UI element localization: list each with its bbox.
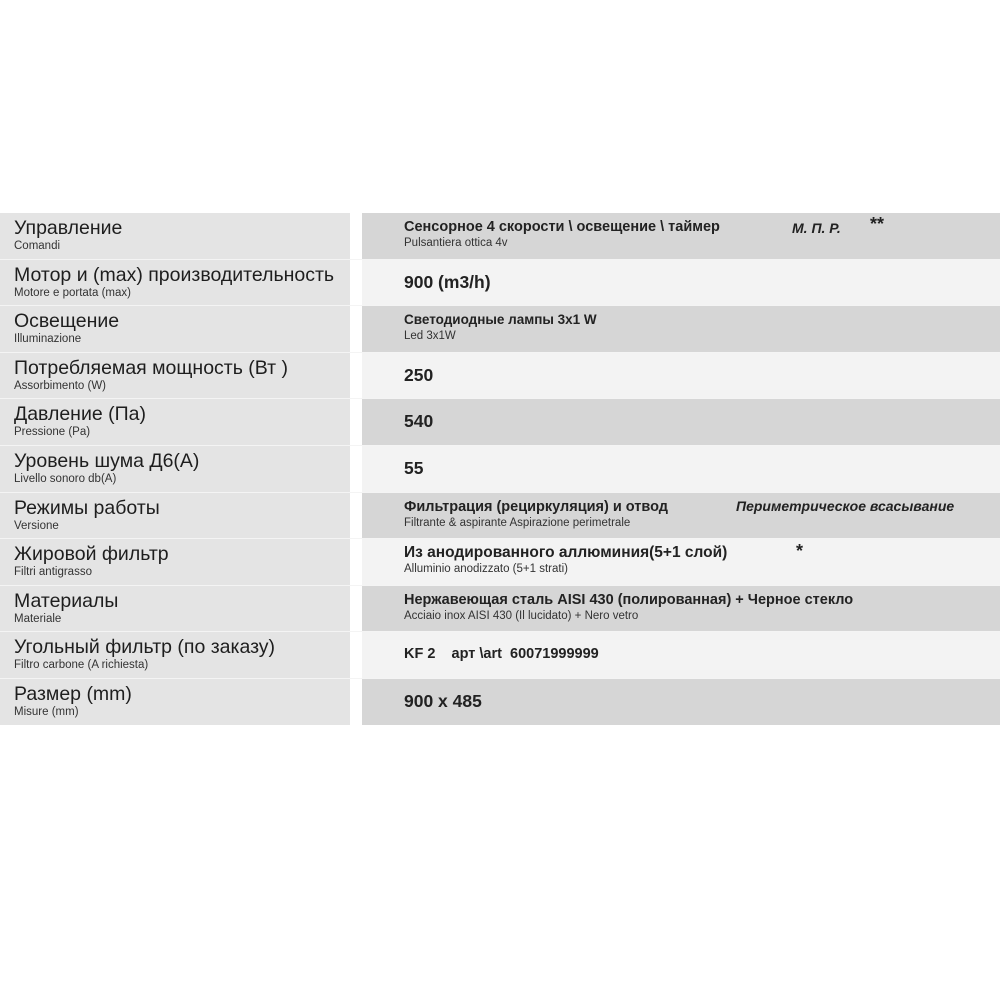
label-it: Filtro carbone (A richiesta): [14, 659, 149, 672]
spec-row-grease-filter: [0, 539, 1000, 586]
value-cell: [362, 679, 1000, 725]
value-cell: [362, 306, 1000, 352]
value-sub: Filtrante & aspirante Aspirazione perimetrale: [404, 516, 631, 529]
value-cell: [362, 353, 1000, 399]
label-cell: [0, 399, 350, 445]
label-ru: Давление (Па): [14, 403, 146, 426]
label-cell: [0, 632, 350, 678]
label-cell: [0, 493, 350, 539]
label-ru: Материалы: [14, 589, 119, 612]
value-asterisk: **: [870, 214, 885, 234]
value-main: Нержавеющая сталь AISI 430 (полированная) + Черное стекло: [404, 591, 854, 608]
value-main: Светодиодные лампы 3x1 W: [404, 312, 597, 328]
label-ru: Жировой фильтр: [14, 543, 169, 566]
spec-row-noise: [0, 446, 1000, 493]
spec-row-materials: [0, 586, 1000, 633]
label-cell: [0, 213, 350, 259]
spec-row-carbon-filter: [0, 632, 1000, 679]
value-extra: М. П. Р.: [792, 220, 841, 236]
value-sub: Acciaio inox AISI 430 (Il lucidato) + Nero vetro: [404, 609, 639, 622]
label-ru: Управление: [14, 217, 123, 239]
value-main: Сенсорное 4 скорости \ освещение \ таймер: [404, 219, 720, 235]
value-cell: [362, 493, 1000, 539]
value-main: Фильтрация (рециркуляция) и отвод: [404, 498, 668, 515]
value-main: KF 2 арт \art 60071999999: [404, 646, 599, 663]
value-main: 900 x 485: [404, 690, 482, 711]
label-it: Versione: [14, 519, 59, 532]
label-it: Filtri antigrasso: [14, 566, 92, 579]
spec-row-size: [0, 679, 1000, 725]
spec-table: [0, 213, 1000, 725]
value-cell: [362, 586, 1000, 632]
label-ru: Мотор и (max) производительность: [14, 263, 335, 286]
value-cell: [362, 446, 1000, 492]
value-main: 540: [404, 411, 434, 432]
label-ru: Уровень шума Д6(А): [14, 449, 200, 472]
label-it: Assorbimento (W): [14, 379, 107, 392]
value-main: 250: [404, 364, 434, 385]
value-sub: Pulsantiera ottica 4v: [404, 237, 508, 249]
value-extra: Периметрическое всасывание: [736, 497, 955, 514]
label-ru: Режимы работы: [14, 496, 160, 519]
value-asterisk: *: [796, 541, 804, 562]
label-cell: [0, 446, 350, 492]
label-it: Illuminazione: [14, 333, 82, 346]
value-main: 900 (m3/h): [404, 271, 491, 292]
label-ru: Освещение: [14, 310, 120, 333]
label-ru: Угольный фильтр (по заказу): [14, 636, 276, 659]
value-cell: [362, 213, 1000, 259]
spec-row-pressure: [0, 399, 1000, 446]
value-sub: Alluminio anodizzato (5+1 strati): [404, 563, 568, 576]
label-it: Misure (mm): [14, 705, 79, 718]
label-cell: [0, 306, 350, 352]
spec-row-lighting: [0, 306, 1000, 353]
spec-row-power: [0, 353, 1000, 400]
value-main: Из анодированного аллюминия(5+1 слой): [404, 544, 728, 562]
spec-row-controls: [0, 213, 1000, 260]
label-ru: Потребляемая мощность (Вт ): [14, 356, 288, 379]
value-cell: [362, 260, 1000, 306]
label-cell: [0, 539, 350, 585]
label-ru: Размер (mm): [14, 682, 132, 705]
label-it: Motore e portata (max): [14, 286, 131, 299]
label-it: Livello sonoro db(A): [14, 472, 117, 485]
label-cell: [0, 679, 350, 725]
label-it: Pressione (Pa): [14, 426, 91, 439]
value-sub: Led 3x1W: [404, 330, 456, 343]
value-cell: [362, 539, 1000, 585]
spec-row-modes: [0, 493, 1000, 540]
label-it: Comandi: [14, 240, 61, 252]
label-cell: [0, 586, 350, 632]
label-cell: [0, 260, 350, 306]
label-it: Materiale: [14, 612, 62, 625]
value-cell: [362, 632, 1000, 678]
value-cell: [362, 399, 1000, 445]
label-cell: [0, 353, 350, 399]
spec-row-motor: [0, 260, 1000, 307]
value-main: 55: [404, 457, 424, 478]
